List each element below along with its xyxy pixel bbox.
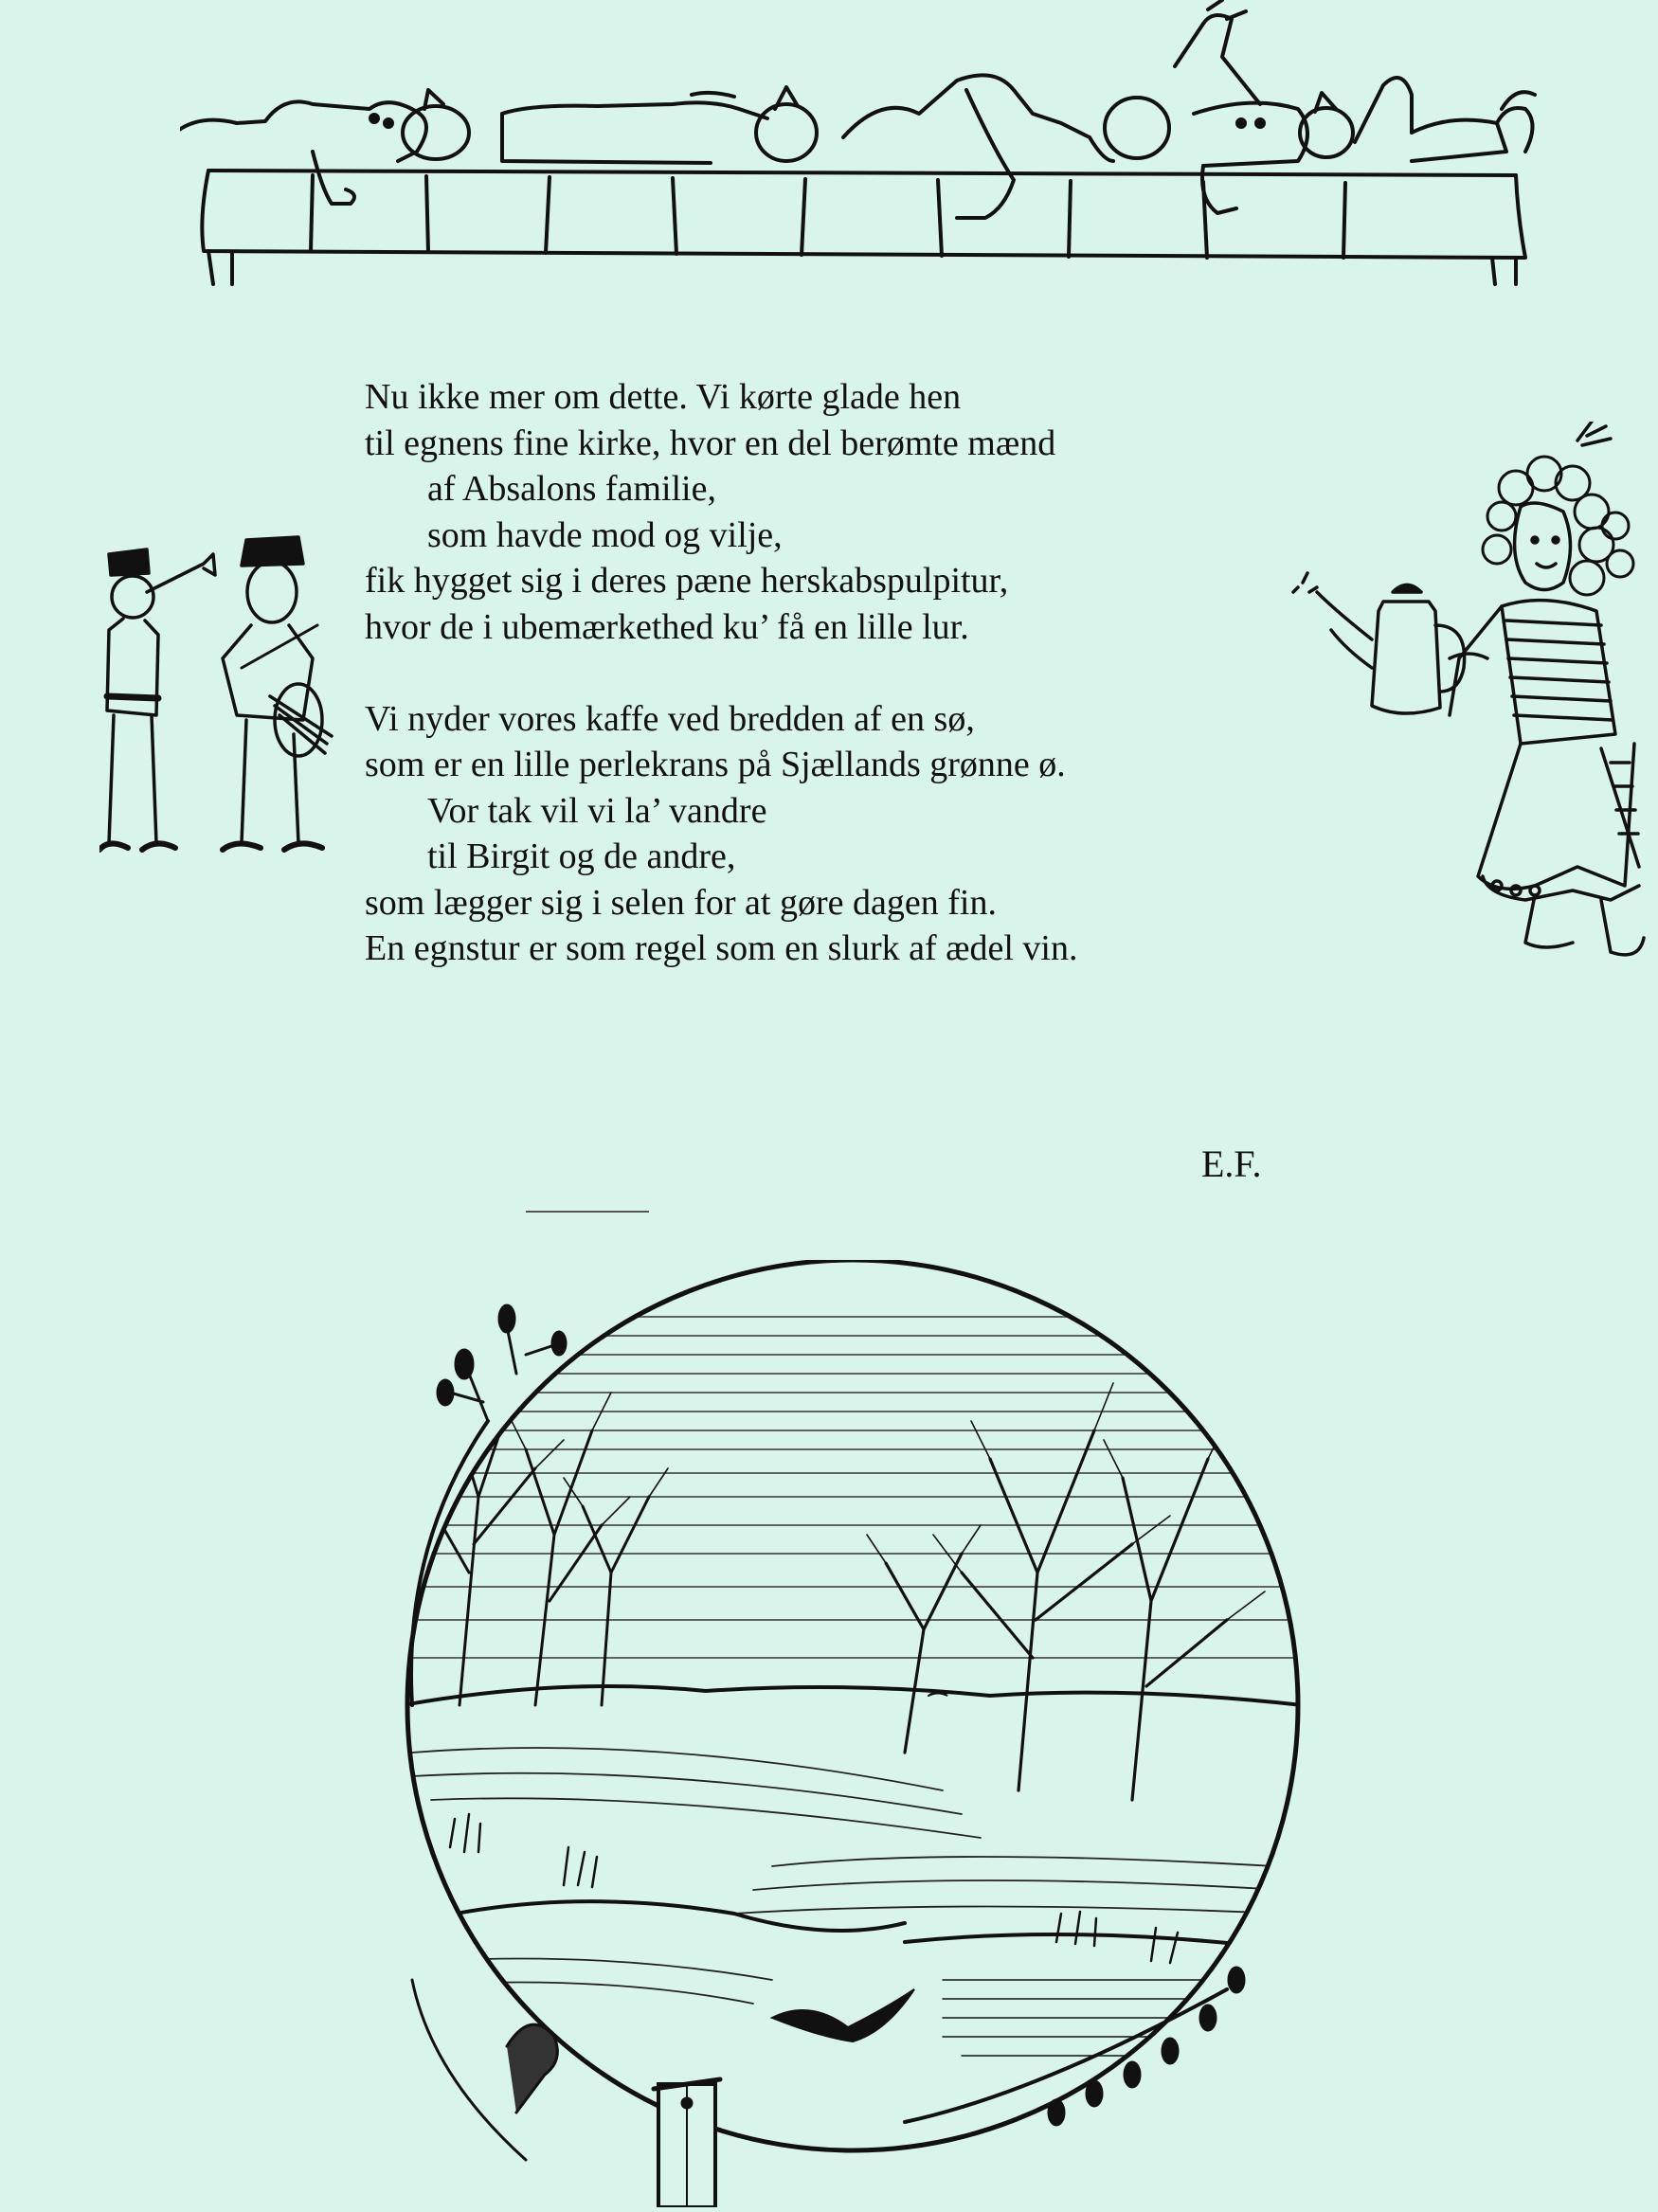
lake-landscape-illustration [374,1260,1322,2207]
poem-line: af Absalons familie, [427,469,716,509]
poem-line: som er en lille perlekrans på Sjællands grønne ø. [365,745,1066,784]
poem-line: fik hygget sig i deres pæne herskabspulpitur, [365,561,1009,601]
poem-line: som lægger sig i selen for at gøre dagen fin. [365,882,997,923]
poem [365,374,1312,972]
poem-line: Vor tak vil vi la’ vandre [427,790,767,831]
sleeping-people-illustration [180,0,1544,294]
stanza-gap [365,650,1312,696]
poem-line: Nu ikke mer om dette. Vi kørte glade hen [365,377,962,417]
poem-line: til Birgit og de andre, [427,836,736,876]
divider [526,1211,649,1213]
poem-line: En egnstur er som regel som en slurk af ædel vin. [365,928,1078,968]
poem-line: hvor de i ubemærkethed ku’ få en lille lur. [365,606,969,647]
poem-line: til egnens fine kirke, hvor en del berømte mænd [365,423,1056,463]
poem-line: som havde mod og vilje, [427,514,783,555]
trumpeter-drummer-illustration [99,516,365,867]
signature: E.F. [1201,1142,1262,1185]
poem-line: Vi nyder vores kaffe ved bredden af en sø, [365,698,975,739]
